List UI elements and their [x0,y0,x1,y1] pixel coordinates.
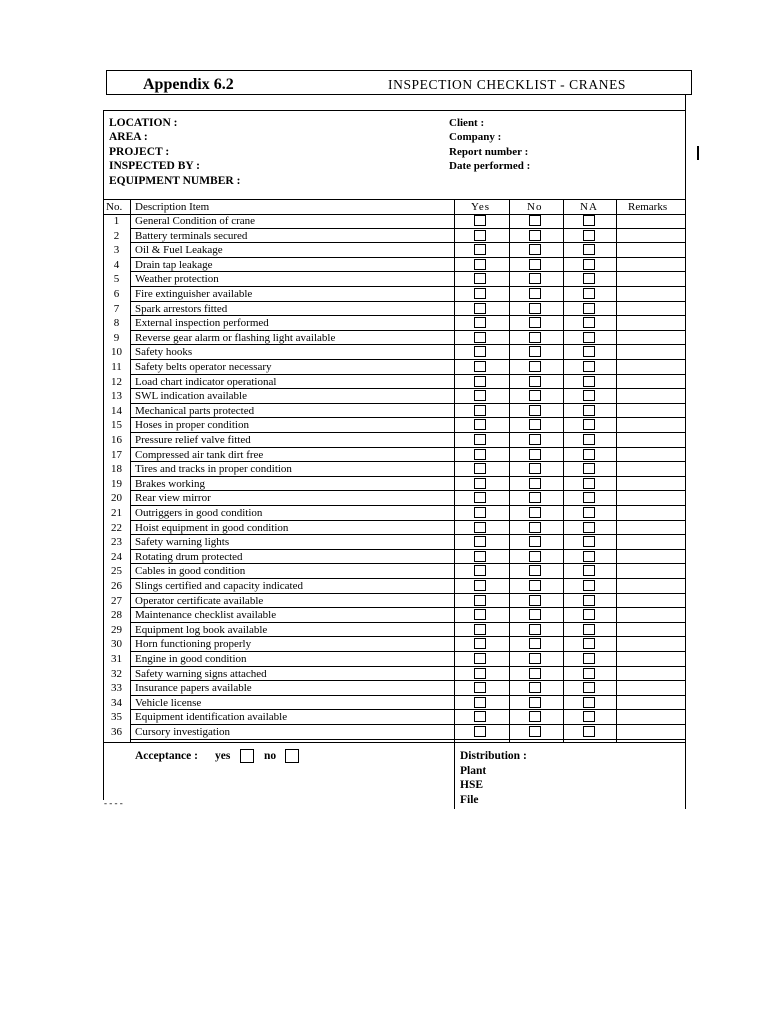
footer-dashes: - - - - [104,798,123,808]
table-row [103,564,686,579]
checkbox-no[interactable] [529,244,541,255]
table-row [103,404,686,419]
location-field: LOCATION : [109,117,178,129]
col-header-remarks: Remarks [628,201,668,213]
table-row [103,681,686,696]
checkbox-na[interactable] [583,507,595,518]
acceptance-no-label: no [264,750,277,762]
checkbox-no[interactable] [529,595,541,606]
row-description: Compressed air tank dirt free [135,448,264,461]
checkbox-yes[interactable] [474,463,486,474]
table-row [103,521,686,536]
row-description: Rear view mirror [135,492,211,505]
info-top-border [103,110,686,111]
checkbox-na[interactable] [583,332,595,343]
row-description: Equipment log book available [135,623,268,636]
acceptance-yes-checkbox[interactable] [240,749,254,763]
row-description: Spark arrestors fitted [135,302,228,315]
checkbox-yes[interactable] [474,405,486,416]
checkbox-no[interactable] [529,565,541,576]
row-number: 13 [111,390,122,403]
col-header-no-answer: No [527,201,543,213]
checkbox-no[interactable] [529,449,541,460]
row-number: 17 [111,448,122,461]
distribution-file: File [460,794,479,806]
checkbox-no[interactable] [529,638,541,649]
table-row [103,316,686,331]
area-field: AREA : [109,131,148,143]
table-row [103,418,686,433]
checkbox-yes[interactable] [474,595,486,606]
table-row [103,535,686,550]
row-description: Mechanical parts protected [135,404,255,417]
row-description: Weather protection [135,273,219,286]
row-number: 5 [113,273,120,286]
date-performed-field: Date performed : [449,160,531,172]
row-description: Operator certificate available [135,594,264,607]
table-row [103,652,686,667]
row-number: 16 [111,434,122,446]
table-row [103,579,686,594]
row-number: 15 [111,419,122,432]
row-number: 18 [111,463,122,476]
table-row [103,725,686,740]
checkbox-yes[interactable] [474,638,486,649]
table-row [103,302,686,317]
checkbox-na[interactable] [583,244,595,255]
checkbox-no[interactable] [529,376,541,387]
table-row [103,229,686,244]
appendix-label: Appendix 6.2 [143,76,234,93]
col-header-description: Description Item [135,201,210,213]
row-description: Oil & Fuel Leakage [135,244,223,257]
checkbox-yes[interactable] [474,624,486,635]
checkbox-na[interactable] [583,434,595,445]
checkbox-yes[interactable] [474,551,486,562]
checkbox-yes[interactable] [474,653,486,664]
checkbox-na[interactable] [583,288,595,299]
row-number: 24 [111,550,122,563]
row-description: Hoses in proper condition [135,419,249,432]
row-number: 11 [111,361,122,373]
checkbox-yes[interactable] [474,726,486,737]
margin-mark [697,146,699,160]
checkbox-no[interactable] [529,346,541,357]
checkbox-na[interactable] [583,726,595,737]
row-number: 20 [111,492,122,505]
checkbox-yes[interactable] [474,434,486,445]
checkbox-na[interactable] [583,230,595,241]
table-row [103,491,686,506]
checkbox-yes[interactable] [474,259,486,270]
row-number: 31 [111,653,122,665]
row-number: 25 [111,565,122,578]
checkbox-no[interactable] [529,522,541,533]
checkbox-na[interactable] [583,317,595,328]
table-row [103,214,686,229]
table-row [103,667,686,682]
checkbox-no[interactable] [529,711,541,722]
checkbox-yes[interactable] [474,244,486,255]
checkbox-yes[interactable] [474,536,486,547]
checkbox-na[interactable] [583,303,595,314]
checkbox-no[interactable] [529,507,541,518]
page-title: INSPECTION CHECKLIST - CRANES [388,77,627,92]
row-number: 32 [111,667,122,680]
checkbox-yes[interactable] [474,376,486,387]
table-row [103,506,686,521]
col-header-na: NA [580,201,598,213]
checkbox-yes[interactable] [474,230,486,241]
checkbox-yes[interactable] [474,419,486,430]
checkbox-no[interactable] [529,332,541,343]
checkbox-yes[interactable] [474,507,486,518]
client-field: Client : [449,117,485,129]
checkbox-na[interactable] [583,463,595,474]
row-number: 33 [111,682,122,695]
row-number: 14 [111,404,122,417]
checkbox-na[interactable] [583,478,595,489]
checkbox-na[interactable] [583,346,595,357]
row-number: 27 [111,594,122,607]
checkbox-no[interactable] [529,405,541,416]
equipment-number-field: EQUIPMENT NUMBER : [109,175,241,187]
row-number: 28 [111,609,122,622]
checkbox-no[interactable] [529,434,541,445]
row-number: 4 [113,258,120,271]
col-header-yes: Yes [471,201,491,213]
checkbox-yes[interactable] [474,697,486,708]
checkbox-na[interactable] [583,565,595,576]
row-description: Safety belts operator necessary [135,361,272,373]
header-right-border [691,70,692,95]
checkbox-no[interactable] [529,215,541,226]
row-number: 19 [111,477,122,490]
table-row [103,243,686,258]
checkbox-no[interactable] [529,697,541,708]
row-description: Reverse gear alarm or flashing light available [135,331,336,344]
row-number: 26 [111,580,122,592]
table-row [103,637,686,652]
table-row [103,462,686,477]
checkbox-no[interactable] [529,288,541,299]
row-description: External inspection performed [135,317,269,330]
row-description: Safety hooks [135,346,193,359]
row-description: Rotating drum protected [135,550,243,563]
checkbox-no[interactable] [529,682,541,693]
row-number: 12 [111,375,122,388]
checkbox-na[interactable] [583,449,595,460]
project-field: PROJECT : [109,146,170,158]
row-description: Slings certified and capacity indicated [135,580,303,592]
checkbox-na[interactable] [583,259,595,270]
checkbox-no[interactable] [529,624,541,635]
table-row [103,608,686,623]
row-description: SWL indication available [135,390,247,403]
checkbox-na[interactable] [583,624,595,635]
checkbox-no[interactable] [529,419,541,430]
distribution-label: Distribution : [460,750,527,762]
row-number: 3 [113,244,120,257]
table-row [103,594,686,609]
table-row [103,360,686,375]
row-description: Cursory investigation [135,726,231,738]
distribution-plant: Plant [460,765,487,777]
checkbox-no[interactable] [529,303,541,314]
table-row [103,623,686,638]
row-description: Vehicle license [135,696,202,709]
checkbox-yes[interactable] [474,303,486,314]
table-row [103,345,686,360]
row-number: 22 [111,521,122,534]
row-number: 7 [113,302,120,315]
checkbox-no[interactable] [529,551,541,562]
checkbox-yes[interactable] [474,346,486,357]
checkbox-na[interactable] [583,668,595,679]
checkbox-no[interactable] [529,390,541,401]
checkbox-no[interactable] [529,492,541,503]
footer-left-border [103,742,104,800]
checkbox-na[interactable] [583,653,595,664]
checkbox-yes[interactable] [474,609,486,620]
header-bottom-border [106,94,692,95]
row-description: Load chart indicator operational [135,375,277,388]
table-top-border [103,199,686,200]
table-row [103,477,686,492]
checkbox-no[interactable] [529,609,541,620]
table-row [103,375,686,390]
checkbox-no[interactable] [529,726,541,737]
row-number: 21 [111,507,122,519]
checkbox-no[interactable] [529,259,541,270]
checkbox-no[interactable] [529,668,541,679]
row-number: 29 [111,623,122,636]
row-description: Equipment identification available [135,711,288,724]
checkbox-yes[interactable] [474,565,486,576]
row-description: Drain tap leakage [135,258,213,271]
checkbox-no[interactable] [529,273,541,284]
acceptance-no-checkbox[interactable] [285,749,299,763]
row-number: 30 [111,638,122,651]
row-description: Hoist equipment in good condition [135,521,289,534]
row-number: 2 [113,229,120,242]
table-row [103,448,686,463]
row-description: Tires and tracks in proper condition [135,463,292,476]
table-row [103,696,686,711]
table-row [103,287,686,302]
inspected-by-field: INSPECTED BY : [109,160,200,172]
table-row [103,550,686,565]
checkbox-yes[interactable] [474,711,486,722]
row-number: 1 [113,215,120,227]
checkbox-yes[interactable] [474,580,486,591]
checkbox-na[interactable] [583,215,595,226]
row-description: Pressure relief valve fitted [135,434,251,446]
row-number: 35 [111,711,122,724]
checkbox-na[interactable] [583,609,595,620]
table-row [103,331,686,346]
row-divider [130,739,686,740]
table-bottom-border [103,742,686,743]
report-number-field: Report number : [449,146,529,158]
row-description: Fire extinguisher available [135,288,253,300]
row-description: Safety warning signs attached [135,667,267,680]
checkbox-no[interactable] [529,317,541,328]
row-number: 9 [113,331,120,344]
checkbox-yes[interactable] [474,288,486,299]
table-row [103,272,686,287]
checkbox-na[interactable] [583,551,595,562]
checkbox-na[interactable] [583,361,595,372]
checkbox-yes[interactable] [474,317,486,328]
checkbox-yes[interactable] [474,682,486,693]
row-description: Insurance papers available [135,682,252,695]
table-row [103,433,686,448]
row-description: Outriggers in good condition [135,507,263,519]
checkbox-na[interactable] [583,419,595,430]
row-description: Maintenance checklist available [135,609,277,622]
checkbox-na[interactable] [583,376,595,387]
acceptance-yes-label: yes [215,750,231,762]
acceptance-label: Acceptance : [135,750,198,762]
checkbox-na[interactable] [583,595,595,606]
checkbox-na[interactable] [583,492,595,503]
distribution-hse: HSE [460,779,484,791]
checkbox-no[interactable] [529,580,541,591]
checkbox-na[interactable] [583,682,595,693]
table-row [103,389,686,404]
header-top-border [106,70,692,71]
header-left-border [106,70,107,95]
checkbox-na[interactable] [583,390,595,401]
info-right-border [685,94,686,199]
row-description: Safety warning lights [135,536,230,549]
checkbox-na[interactable] [583,697,595,708]
checkbox-no[interactable] [529,361,541,372]
checkbox-na[interactable] [583,522,595,533]
row-number: 8 [113,317,120,330]
checkbox-yes[interactable] [474,478,486,489]
row-number: 10 [111,346,122,359]
checkbox-na[interactable] [583,536,595,547]
table-row [103,710,686,725]
row-number: 34 [111,696,122,709]
checkbox-no[interactable] [529,536,541,547]
checkbox-no[interactable] [529,653,541,664]
checkbox-yes[interactable] [474,449,486,460]
checkbox-yes[interactable] [474,215,486,226]
checkbox-yes[interactable] [474,390,486,401]
checkbox-yes[interactable] [474,273,486,284]
checkbox-yes[interactable] [474,332,486,343]
checkbox-yes[interactable] [474,492,486,503]
company-field: Company : [449,131,502,143]
row-description: Cables in good condition [135,565,246,578]
row-number: 23 [111,536,122,549]
col-header-no: No. [106,201,123,213]
checkbox-yes[interactable] [474,522,486,533]
checkbox-na[interactable] [583,638,595,649]
info-left-border [103,110,104,199]
table-row [103,258,686,273]
checkbox-yes[interactable] [474,668,486,679]
row-number: 6 [113,288,120,300]
row-number: 36 [111,726,122,738]
row-description: Battery terminals secured [135,229,248,242]
row-description: General Condition of crane [135,215,256,227]
checkbox-na[interactable] [583,711,595,722]
checkbox-no[interactable] [529,230,541,241]
row-description: Brakes working [135,477,205,490]
checkbox-na[interactable] [583,580,595,591]
checkbox-no[interactable] [529,463,541,474]
checkbox-yes[interactable] [474,361,486,372]
checkbox-na[interactable] [583,405,595,416]
footer-divider [454,742,455,809]
checkbox-na[interactable] [583,273,595,284]
row-description: Engine in good condition [135,653,247,665]
row-description: Horn functioning properly [135,638,252,651]
checkbox-no[interactable] [529,478,541,489]
